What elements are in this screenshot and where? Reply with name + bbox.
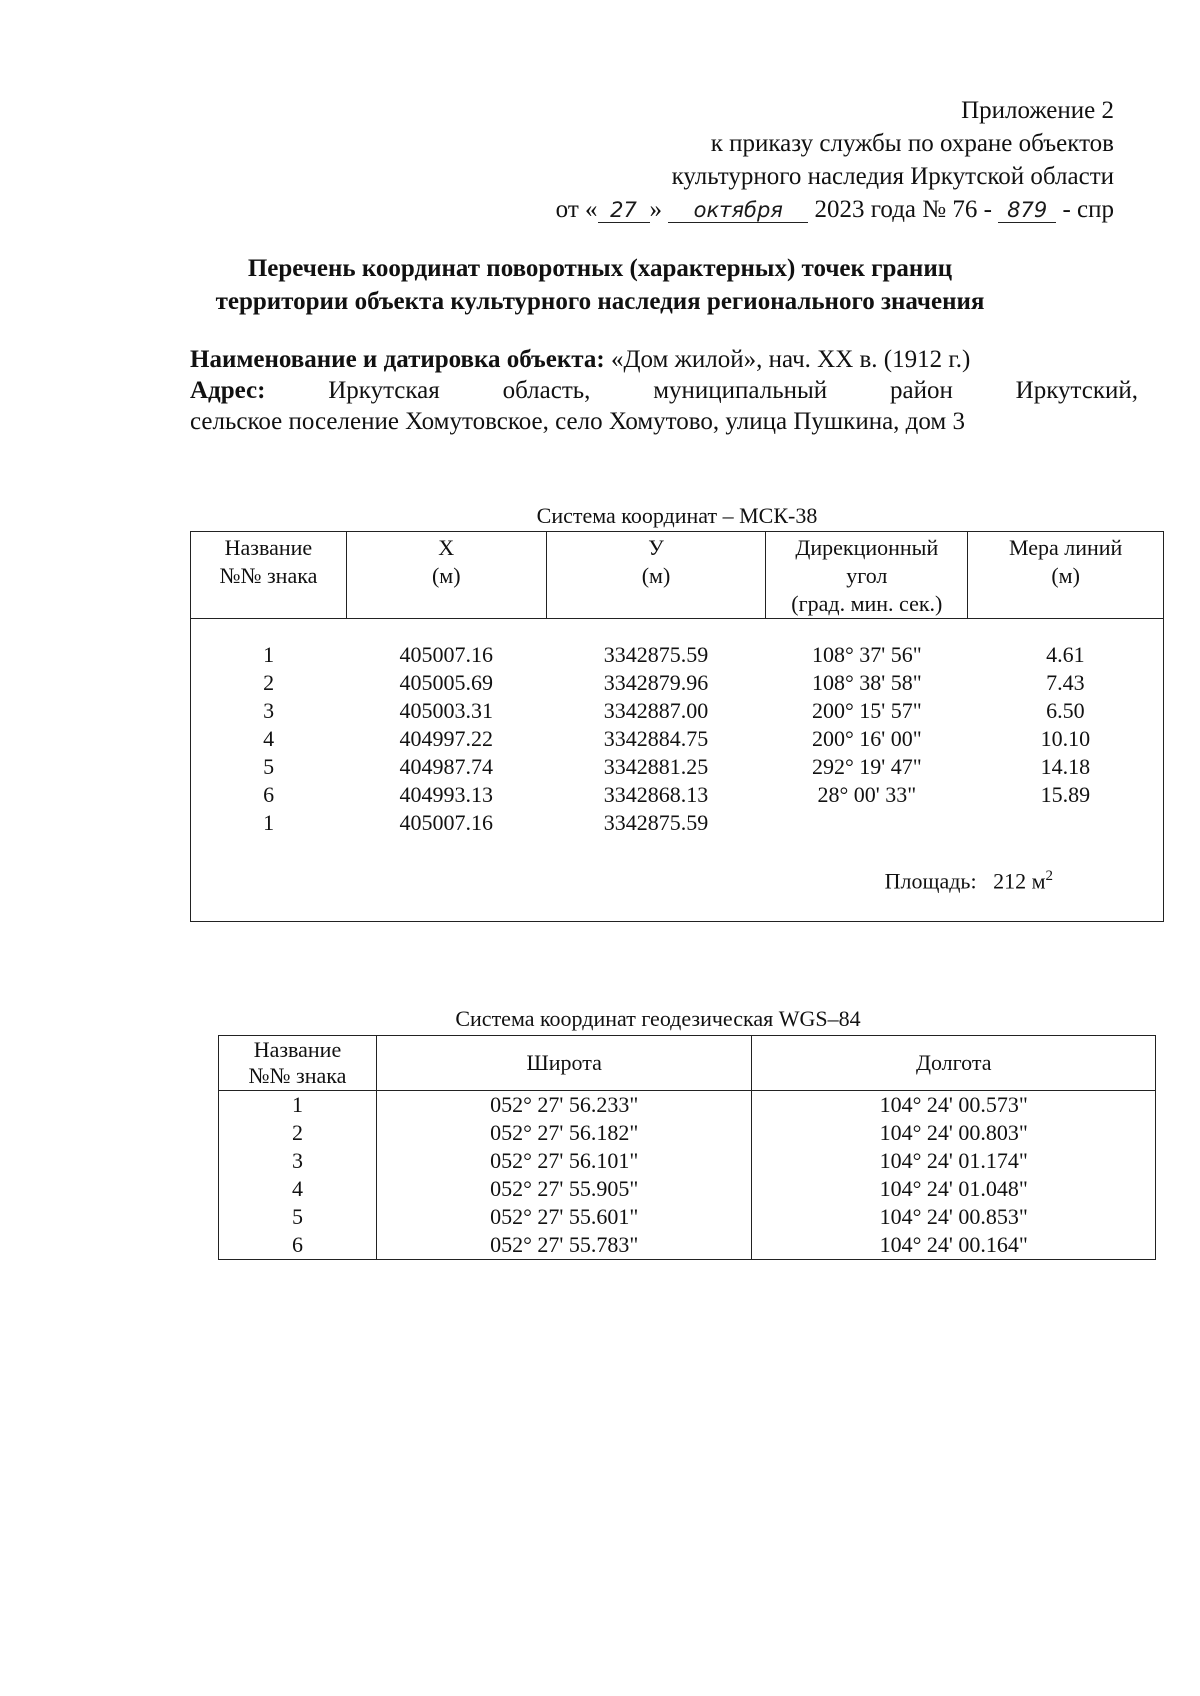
msk-header-y: У (м) [546, 532, 766, 619]
table-row: 1 405007.16 3342875.59 108° 37' 56" 4.61 [191, 641, 1164, 669]
table-row: 4 404997.22 3342884.75 200° 16' 00" 10.10 [191, 725, 1164, 753]
table-row: 2 405005.69 3342879.96 108° 38' 58" 7.43 [191, 669, 1164, 697]
wgs-header-name: Название №№ знака [219, 1036, 377, 1091]
msk-coordinates-table [190, 531, 1164, 922]
handwritten-day: 27 [598, 198, 650, 223]
msk-header-row [191, 532, 1164, 619]
address-word: район [889, 377, 953, 404]
appendix-date-line [556, 193, 1114, 226]
msk-header-angle: Дирекционный угол (град. мин. сек.) [766, 532, 968, 619]
msk-header-length: Мера линий (м) [968, 532, 1164, 619]
wgs-header-longitude: Долгота [752, 1036, 1156, 1091]
table-row: 1 052° 27' 56.233" 104° 24' 00.573" [219, 1091, 1156, 1120]
address-label: Адрес: [190, 377, 266, 404]
table-row: 1 405007.16 3342875.59 [191, 809, 1164, 837]
msk-header-x: X (м) [346, 532, 546, 619]
handwritten-month: октября [668, 198, 808, 223]
order-suffix: - спр [1062, 196, 1114, 223]
table-row: 2 052° 27' 56.182" 104° 24' 00.803" [219, 1119, 1156, 1147]
table-row: 6 404993.13 3342868.13 28° 00' 33" 15.89 [191, 781, 1164, 809]
wgs-header-row [219, 1036, 1156, 1091]
address-line-2: сельское поселение Хомутовское, село Хомутово, улица Пушкина, дом 3 [190, 408, 965, 435]
date-mid: » [649, 196, 663, 223]
area-label: Площадь: [884, 868, 977, 894]
address-word: муниципальный [653, 377, 828, 404]
object-name-line [190, 344, 1138, 375]
appendix-title: Приложение 2 [961, 97, 1114, 124]
area-value: 212 м [993, 868, 1046, 894]
msk-caption: Система координат – МСК-38 [536, 503, 818, 528]
wgs-coordinates-table [218, 1035, 1156, 1260]
title-line-2: территории объекта культурного наследия регионального значения [215, 288, 985, 315]
table-row: 4 052° 27' 55.905" 104° 24' 01.048" [219, 1175, 1156, 1203]
wgs-caption: Система координат геодезическая WGS–84 [455, 1006, 861, 1031]
appendix-order-line: к приказу службы по охране объектов [710, 130, 1114, 157]
table-row: 3 052° 27' 56.101" 104° 24' 01.174" [219, 1147, 1156, 1175]
order-year-text: 2023 года № 76 - [814, 196, 992, 223]
area-row [191, 837, 1164, 922]
address-word: Иркутский, [1015, 377, 1138, 404]
date-prefix: от « [555, 196, 598, 223]
document-title [150, 252, 1050, 318]
msk-header-name: Название №№ знака [191, 532, 347, 619]
table-row: 3 405003.31 3342887.00 200° 15' 57" 6.50 [191, 697, 1164, 725]
object-info [190, 344, 1138, 437]
object-name-value: «Дом жилой», нач. XX в. (1912 г.) [610, 346, 971, 373]
appendix-header [556, 94, 1114, 226]
title-line-1: Перечень координат поворотных (характерных) точек границ [247, 255, 953, 282]
appendix-agency-line: культурного наследия Иркутской области [671, 163, 1114, 190]
address-word: область, [502, 377, 591, 404]
object-name-label: Наименование и датировка объекта: [190, 346, 605, 373]
area-unit-exponent: 2 [1045, 868, 1053, 885]
address-line-1 [190, 375, 1138, 406]
handwritten-order-number: 879 [998, 198, 1056, 223]
wgs-header-latitude: Широта [376, 1036, 752, 1091]
table-row: 5 052° 27' 55.601" 104° 24' 00.853" [219, 1203, 1156, 1231]
address-word: Иркутская [328, 377, 440, 404]
table-row: 6 052° 27' 55.783" 104° 24' 00.164" [219, 1231, 1156, 1260]
table-row: 5 404987.74 3342881.25 292° 19' 47" 14.18 [191, 753, 1164, 781]
